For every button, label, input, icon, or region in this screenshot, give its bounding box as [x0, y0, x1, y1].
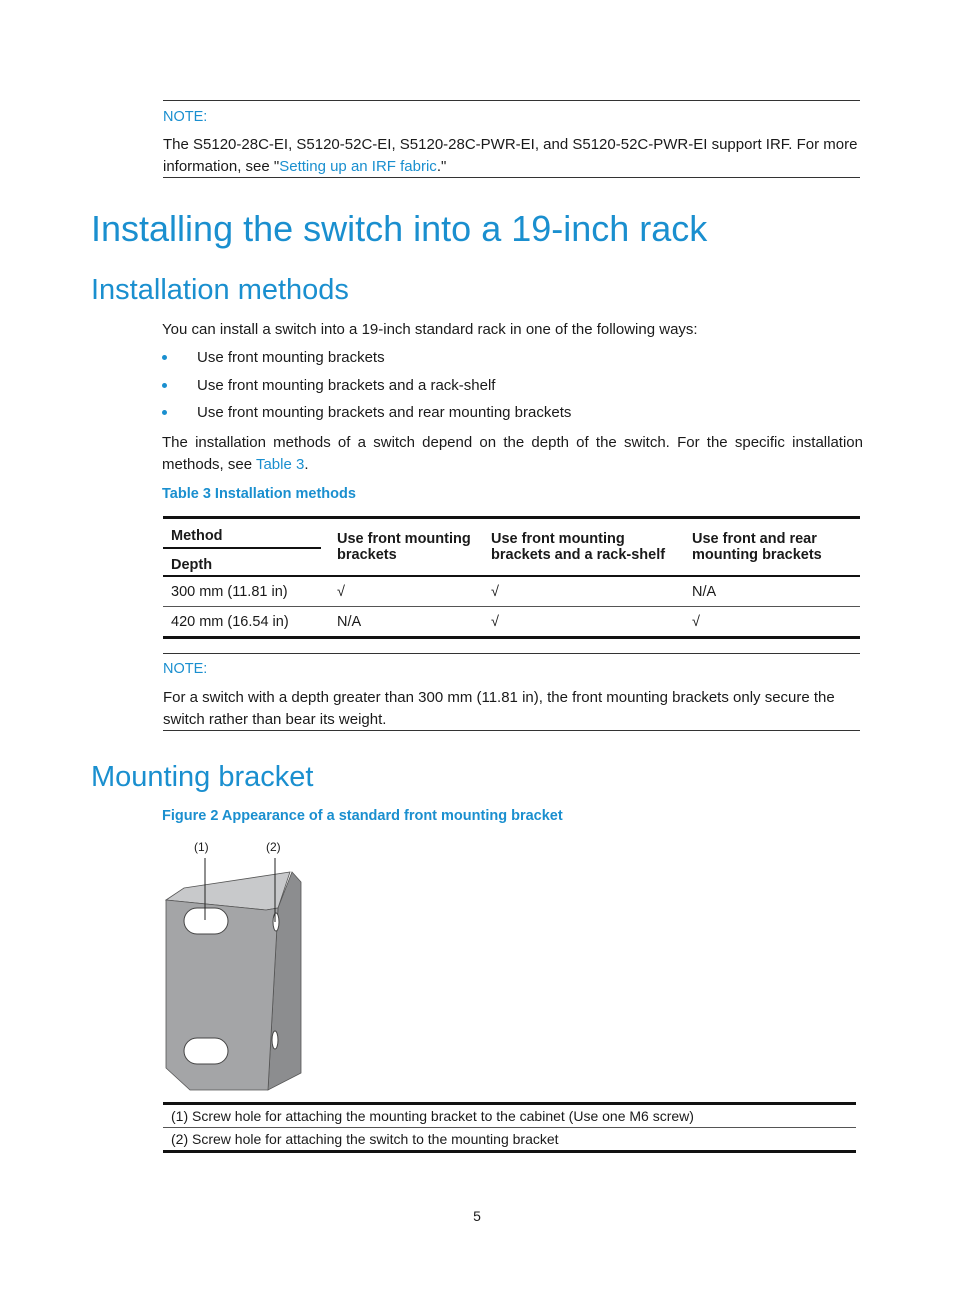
- installation-methods-table: [163, 516, 860, 639]
- section-heading-bracket: Mounting bracket: [91, 761, 314, 793]
- table-cell: √: [491, 613, 499, 630]
- callout-1-label: (1): [194, 840, 209, 854]
- table-cell: N/A: [692, 583, 717, 600]
- note-top-rule: [163, 100, 860, 101]
- irf-fabric-link[interactable]: Setting up an IRF fabric: [279, 158, 437, 175]
- table-cell: 300 mm (11.81 in): [171, 583, 288, 600]
- table-caption: Table 3 Installation methods: [162, 486, 356, 502]
- note-text-start: The S5120-28C-EI, S5120-52C-EI, S5120-28C-PWR-EI, and S5120-52C-PWR-EI support IRF. For more information, see ": [163, 136, 858, 175]
- table-row: [163, 576, 860, 607]
- legend-row: (1) Screw hole for attaching the mounting bracket to the cabinet (Use one M6 screw): [163, 1105, 856, 1128]
- list-item: [162, 347, 571, 375]
- corner-header-cell: [163, 518, 321, 577]
- switch-screw-hole-top: [273, 913, 279, 931]
- table-cell: 420 mm (16.54 in): [171, 613, 289, 630]
- paragraph-text-start: The installation methods of a switch depend on the depth of the switch. For the specific installation methods, see: [162, 434, 863, 473]
- table-cell: N/A: [337, 613, 362, 630]
- bullet-icon: [162, 355, 167, 360]
- chapter-heading: Installing the switch into a 19-inch rack: [91, 208, 708, 249]
- list-item: [162, 402, 571, 430]
- table3-link[interactable]: Table 3: [255, 456, 305, 473]
- figure-caption: Figure 2 Appearance of a standard front mounting bracket: [162, 808, 563, 824]
- list-item-text: Use front mounting brackets: [197, 349, 385, 366]
- note-top-rule: [163, 653, 860, 654]
- intro-text: You can install a switch into a 19-inch standard rack in one of the following ways:: [162, 321, 698, 338]
- table-cell: √: [491, 583, 499, 600]
- table-cell: √: [692, 613, 700, 630]
- methods-list: [162, 347, 571, 430]
- corner-depth-label: Depth: [171, 557, 213, 573]
- table-header-row: [163, 518, 860, 577]
- callout-2-label: (2): [266, 840, 281, 854]
- mounting-bracket-figure: [160, 838, 310, 1098]
- column-header: Use front mounting brackets: [337, 531, 471, 563]
- corner-method-label: Method: [171, 528, 223, 544]
- column-header: Use front and rear mounting brackets: [692, 531, 822, 563]
- table-cell: √: [337, 583, 345, 600]
- paragraph-text-end: .: [304, 456, 309, 473]
- methods-paragraph: [162, 432, 863, 476]
- switch-screw-hole-bottom: [272, 1031, 278, 1049]
- note-text: For a switch with a depth greater than 300 mm (11.81 in), the front mounting brackets only secure the switch rather than bear its weight.: [163, 689, 835, 728]
- note-bottom-rule: [163, 177, 860, 178]
- bullet-icon: [162, 383, 167, 388]
- list-item: [162, 375, 571, 403]
- page-number: 5: [473, 1208, 481, 1224]
- cabinet-screw-hole-bottom: [184, 1038, 228, 1064]
- legend-row: (2) Screw hole for attaching the switch to the mounting bracket: [171, 1131, 559, 1147]
- corner-divider: [163, 547, 321, 549]
- note-bottom-rule: [163, 730, 860, 731]
- cabinet-screw-hole-top: [184, 908, 228, 934]
- list-item-text: Use front mounting brackets and rear mounting brackets: [197, 404, 572, 421]
- bracket-illustration: [160, 838, 310, 1098]
- bullet-icon: [162, 410, 167, 415]
- figure-legend: [163, 1102, 856, 1153]
- note-text-end: .": [436, 158, 447, 175]
- note-label: NOTE:: [163, 661, 208, 677]
- section-heading-methods: Installation methods: [91, 274, 349, 306]
- note-label: NOTE:: [163, 109, 208, 125]
- table-row: [163, 607, 860, 638]
- column-header: Use front mounting brackets and a rack-shelf: [491, 531, 666, 563]
- note-text: [163, 134, 863, 178]
- list-item-text: Use front mounting brackets and a rack-shelf: [197, 376, 496, 394]
